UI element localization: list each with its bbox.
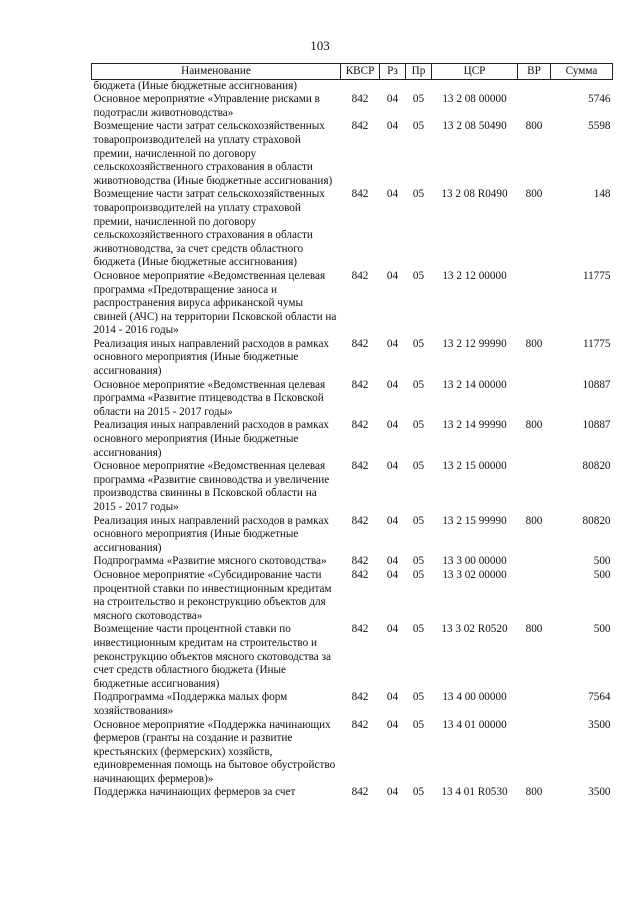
table-row (92, 338, 613, 379)
cell-rz: 04 (386, 623, 399, 636)
cell-kvsr (341, 79, 380, 93)
cell-vr (518, 79, 551, 93)
cell-csr: 13 3 02 00000 (442, 568, 507, 581)
table-row (92, 188, 613, 270)
cell-pr: 05 (412, 555, 425, 568)
cell-kvsr: 842 (351, 718, 369, 731)
cell-csr: 13 4 01 00000 (442, 718, 507, 731)
table-body (92, 79, 613, 800)
cell-sum: 3500 (588, 718, 611, 731)
cell-vr: 800 (525, 120, 543, 133)
cell-kvsr: 842 (351, 568, 369, 581)
cell-vr: 800 (525, 419, 543, 432)
cell-kvsr: 842 (351, 378, 369, 391)
cell-name: Подпрограмма «Развитие мясного скотоводства» (93, 555, 327, 568)
cell-vr: 800 (525, 786, 543, 799)
cell-rz: 04 (386, 460, 399, 473)
cell-csr: 13 2 14 00000 (442, 378, 507, 391)
cell-csr: 13 3 00 00000 (442, 555, 507, 568)
cell-sum: 10887 (582, 378, 611, 391)
cell-sum: 3500 (588, 786, 611, 799)
header-name: Наименование (92, 64, 341, 80)
cell-kvsr: 842 (351, 419, 369, 432)
cell-pr: 05 (412, 419, 425, 432)
cell-rz: 04 (386, 93, 399, 106)
cell-vr: 800 (525, 188, 543, 201)
cell-vr (518, 379, 551, 420)
table-row (92, 786, 613, 800)
cell-vr: 800 (525, 337, 543, 350)
cell-kvsr: 842 (351, 514, 369, 527)
table-row (92, 555, 613, 569)
cell-name: Основное мероприятие «Ведомственная целевая программа «Развитие птицеводства в Псковской области на 2015 - 2017 годы» (93, 378, 326, 418)
cell-kvsr: 842 (351, 623, 369, 636)
cell-name: Реализация иных направлений расходов в рамках основного мероприятия (Иные бюджетные ассигнования) (93, 419, 330, 459)
cell-sum (551, 79, 613, 93)
cell-csr (432, 79, 518, 93)
cell-rz (380, 79, 406, 93)
cell-sum: 80820 (582, 460, 611, 473)
cell-rz: 04 (386, 269, 399, 282)
table-row (92, 93, 613, 120)
cell-pr: 05 (412, 460, 425, 473)
cell-csr: 13 2 15 99990 (442, 514, 507, 527)
cell-csr: 13 2 08 R0490 (441, 188, 508, 201)
cell-rz: 04 (386, 691, 399, 704)
cell-sum: 11775 (582, 337, 611, 350)
cell-kvsr: 842 (351, 460, 369, 473)
cell-pr: 05 (412, 786, 425, 799)
cell-pr: 05 (412, 337, 425, 350)
cell-name: Основное мероприятие «Управление рисками в подотрасли животноводства» (93, 93, 320, 119)
cell-pr: 05 (412, 623, 425, 636)
cell-rz: 04 (386, 718, 399, 731)
cell-sum: 148 (593, 188, 611, 201)
cell-pr: 05 (412, 93, 425, 106)
cell-csr: 13 2 15 00000 (442, 460, 507, 473)
cell-rz: 04 (386, 555, 399, 568)
cell-name: Возмещение части затрат сельскохозяйственных товаропроизводителей на уплату страховой премии, начисленной по договору сельскохозяйственного страхования в области животноводства, за счет средств областного бюджета (Иные бюджетные ассигнования) (93, 188, 325, 269)
cell-name: Возмещение части затрат сельскохозяйственных товаропроизводителей на уплату страховой премии, начисленной по договору сельскохозяйственного страхования в области животноводства (Иные бюджетные ассигнования) (93, 120, 333, 187)
cell-pr: 05 (412, 514, 425, 527)
cell-name: Реализация иных направлений расходов в рамках основного мероприятия (Иные бюджетные ассигнования) (93, 514, 330, 554)
cell-sum: 500 (593, 555, 611, 568)
table-row (92, 120, 613, 188)
cell-kvsr: 842 (351, 786, 369, 799)
cell-sum: 80820 (582, 514, 611, 527)
cell-pr: 05 (412, 691, 425, 704)
cell-vr: 800 (525, 514, 543, 527)
cell-name: Основное мероприятие «Ведомственная целевая программа «Развитие свиноводства и увеличение производства свинины в Псковской области на 2015 - 2017 годы» (93, 460, 330, 513)
header-vr: ВР (518, 64, 551, 80)
cell-sum: 10887 (582, 419, 611, 432)
table-row (92, 270, 613, 338)
page-number: 103 (310, 38, 330, 53)
header-kvsr: КВСР (341, 64, 380, 80)
cell-csr: 13 2 08 50490 (442, 120, 507, 133)
cell-name: Возмещение части процентной ставки по инвестиционным кредитам на строительство и реконструкцию объектов мясного скотоводства за счет средств областного бюджета (Иные бюджетные ассигнования) (93, 623, 331, 690)
table-row (92, 623, 613, 691)
table-row (92, 419, 613, 460)
cell-name: Основное мероприятие «Субсидирование части процентной ставки по инвестиционным кредитам на строительство и реконструкцию объектов для мясного скотоводства» (93, 568, 332, 622)
header-sum: Сумма (551, 64, 613, 80)
table-row (92, 515, 613, 556)
cell-sum: 5598 (588, 120, 611, 133)
cell-pr: 05 (412, 568, 425, 581)
cell-kvsr: 842 (351, 93, 369, 106)
table-row (92, 691, 613, 718)
cell-csr: 13 4 00 00000 (442, 691, 507, 704)
cell-rz: 04 (386, 120, 399, 133)
cell-pr: 05 (412, 188, 425, 201)
cell-pr: 05 (412, 120, 425, 133)
budget-table (91, 63, 613, 800)
cell-sum: 5746 (588, 93, 611, 106)
cell-kvsr: 842 (351, 691, 369, 704)
header-csr: ЦСР (432, 64, 518, 80)
cell-rz: 04 (386, 786, 399, 799)
cell-rz: 04 (386, 378, 399, 391)
table-header-row (92, 64, 613, 80)
cell-rz: 04 (386, 337, 399, 350)
cell-csr: 13 2 08 00000 (442, 93, 507, 106)
table-row (92, 79, 613, 93)
cell-pr: 05 (412, 378, 425, 391)
cell-sum: 11775 (582, 269, 611, 282)
cell-kvsr: 842 (351, 188, 369, 201)
cell-csr: 13 3 02 R0520 (441, 623, 508, 636)
cell-vr (518, 93, 551, 120)
cell-vr (518, 569, 551, 623)
cell-name: Основное мероприятие «Поддержка начинающих фермеров (гранты на создание и развитие крестьянских (фермерских) хозяйств, единовременная помощь на бытовое обустройство начинающих фермеров)» (93, 718, 336, 785)
cell-sum: 500 (593, 568, 611, 581)
cell-name: Основное мероприятие «Ведомственная целевая программа «Предотвращение заноса и распространения вируса африканской чумы свиней (АЧС) на территории Псковской области на 2014 - 2016 годы» (93, 269, 337, 337)
cell-name: Реализация иных направлений расходов в рамках основного мероприятия (Иные бюджетные ассигнования) (93, 337, 330, 378)
cell-pr: 05 (412, 718, 425, 731)
cell-vr (518, 270, 551, 338)
cell-kvsr: 842 (351, 269, 369, 282)
cell-pr: 05 (412, 269, 425, 282)
cell-name: Подпрограмма «Поддержка малых форм хозяйствования» (93, 691, 288, 717)
cell-name: бюджета (Иные бюджетные ассигнования) (93, 79, 297, 92)
cell-sum: 500 (593, 623, 611, 636)
table-row (92, 379, 613, 420)
cell-kvsr: 842 (351, 555, 369, 568)
cell-rz: 04 (386, 568, 399, 581)
cell-csr: 13 4 01 R0530 (441, 786, 508, 799)
header-rz: Рз (380, 64, 406, 80)
table-row (92, 569, 613, 623)
cell-kvsr: 842 (351, 120, 369, 133)
cell-rz: 04 (386, 188, 399, 201)
table-row (92, 460, 613, 514)
cell-pr (406, 79, 432, 93)
cell-rz: 04 (386, 419, 399, 432)
cell-name: Поддержка начинающих фермеров за счет (93, 786, 296, 799)
header-pr: Пр (406, 64, 432, 80)
cell-csr: 13 2 12 99990 (442, 337, 507, 350)
table-row (92, 719, 613, 787)
cell-vr (518, 719, 551, 787)
cell-vr (518, 460, 551, 514)
cell-csr: 13 2 14 99990 (442, 419, 507, 432)
cell-vr: 800 (525, 623, 543, 636)
cell-kvsr: 842 (351, 337, 369, 350)
cell-csr: 13 2 12 00000 (442, 269, 507, 282)
cell-rz: 04 (386, 514, 399, 527)
cell-vr (518, 691, 551, 718)
cell-sum: 7564 (588, 691, 611, 704)
cell-vr (518, 555, 551, 569)
